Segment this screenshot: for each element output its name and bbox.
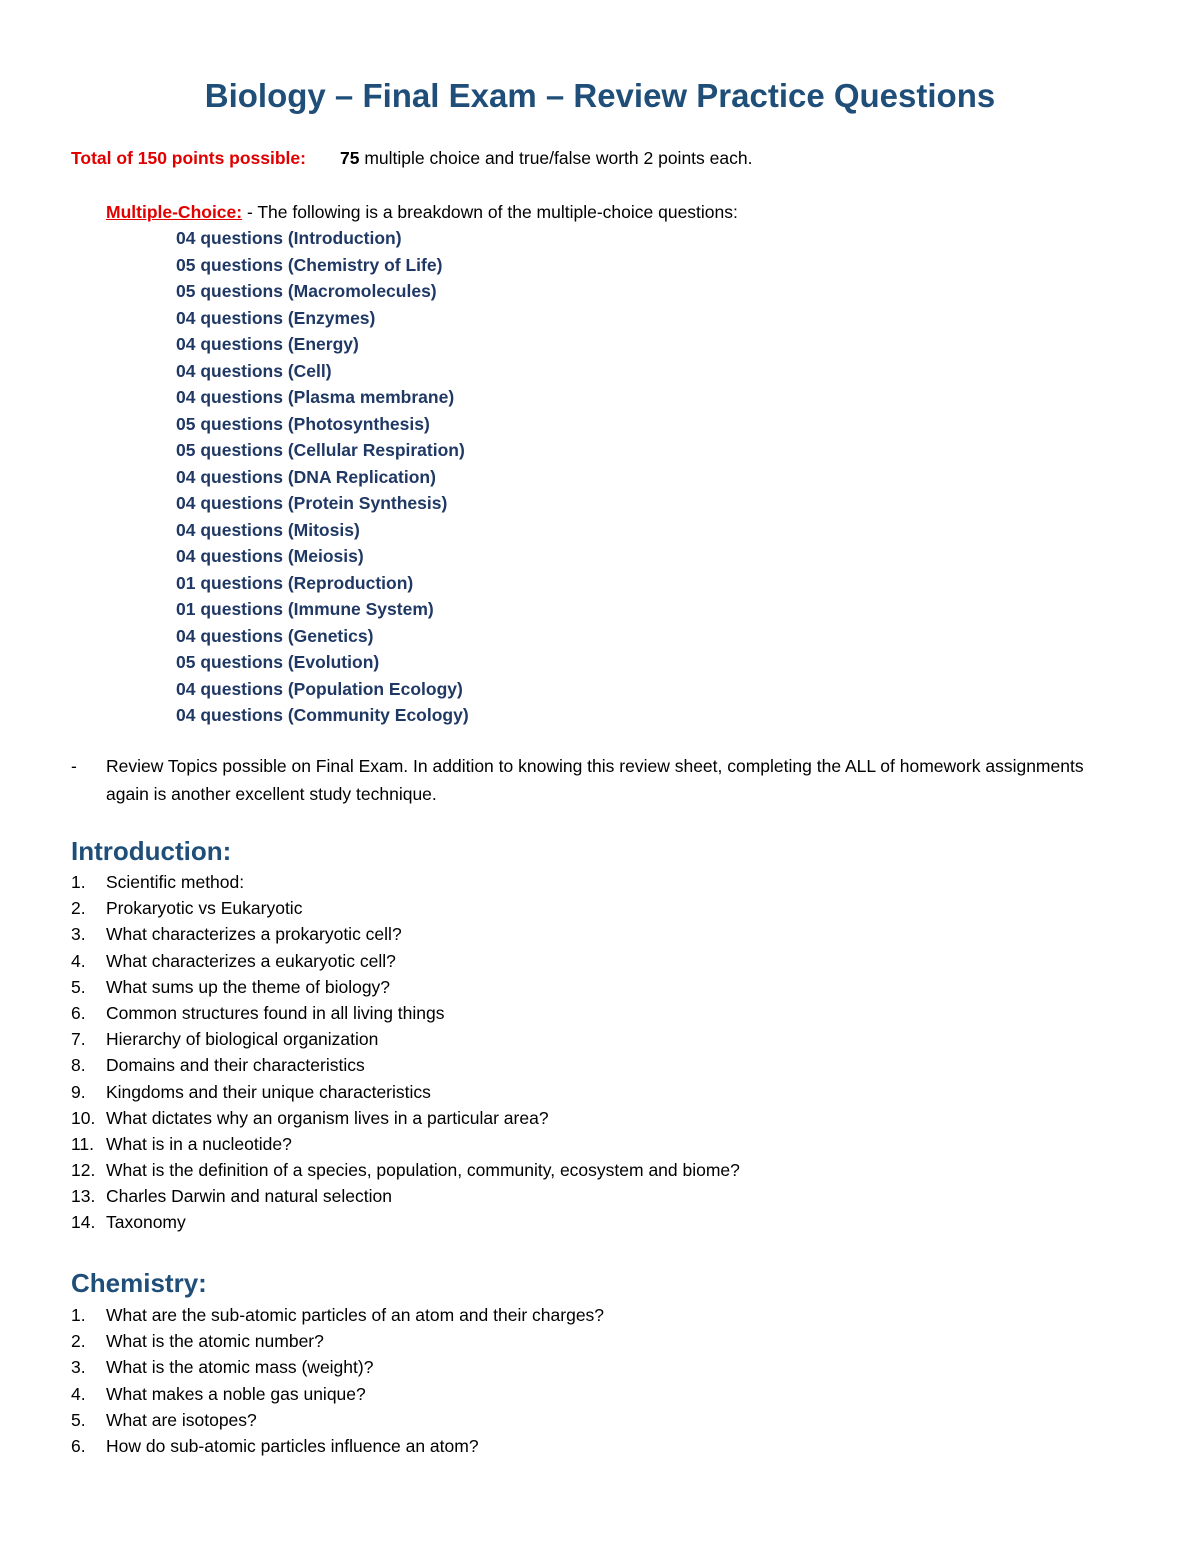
item-text: What characterizes a eukaryotic cell?: [106, 950, 396, 971]
item-number: 6.: [71, 1002, 86, 1023]
item-number: 9.: [71, 1081, 86, 1102]
breakdown-item: 05 questions (Macromolecules): [176, 281, 437, 301]
page-title: Biology – Final Exam – Review Practice Questions: [204, 77, 996, 114]
item-number: 1.: [71, 1305, 86, 1325]
item-text: What sums up the theme of biology?: [106, 976, 391, 997]
item-number: 6.: [71, 1435, 86, 1456]
breakdown-item: 05 questions (Evolution): [176, 652, 380, 672]
item-text: What is the atomic number?: [106, 1331, 324, 1352]
breakdown-item: 05 questions (Chemistry of Life): [176, 254, 443, 275]
item-text: Domains and their characteristics: [106, 1055, 365, 1076]
breakdown-item: 05 questions (Photosynthesis): [176, 413, 430, 434]
item-number: 4.: [71, 950, 86, 971]
breakdown-item: 04 questions (Protein Synthesis): [176, 493, 448, 513]
item-text: Scientific method:: [106, 872, 245, 892]
review-text: Review Topics possible on Final Exam. In addition to knowing this review sheet, completing the ALL of homework assignments again is another excellent study technique.: [106, 756, 1084, 804]
item-text: Common structures found in all living things: [106, 1002, 445, 1023]
total-points-label: Total of 150 points possible:: [71, 148, 306, 168]
breakdown-item: 04 questions (Mitosis): [176, 519, 360, 540]
breakdown-item: 04 questions (Plasma membrane): [176, 387, 455, 407]
item-number: 14.: [71, 1212, 96, 1233]
item-text: What are isotopes?: [106, 1409, 257, 1430]
breakdown-item: 04 questions (Enzymes): [176, 307, 376, 328]
item-number: 2.: [71, 1331, 86, 1352]
breakdown-item: 04 questions (Meiosis): [176, 546, 364, 566]
item-text: Kingdoms and their unique characteristics: [106, 1081, 431, 1102]
item-number: 1.: [71, 872, 86, 892]
item-text: What is in a nucleotide?: [106, 1133, 292, 1154]
breakdown-item: 04 questions (Genetics): [176, 625, 374, 646]
question-count: 75: [339, 148, 360, 168]
item-number: 7.: [71, 1029, 86, 1050]
multiple-choice-label: Multiple-Choice:: [106, 202, 243, 222]
item-number: 2.: [71, 898, 86, 919]
item-number: 5.: [71, 976, 86, 997]
item-number: 3.: [71, 924, 86, 945]
item-number: 8.: [71, 1055, 86, 1076]
breakdown-item: 04 questions (Energy): [176, 334, 359, 354]
breakdown-item: 01 questions (Reproduction): [176, 572, 414, 593]
breakdown-item: 04 questions (Community Ecology): [176, 705, 469, 725]
item-text: Hierarchy of biological organization: [106, 1029, 379, 1050]
chemistry-heading: Chemistry:: [71, 1268, 207, 1298]
breakdown-item: 05 questions (Cellular Respiration): [176, 440, 465, 460]
item-text: What dictates why an organism lives in a particular area?: [106, 1107, 549, 1128]
multiple-choice-heading: [106, 199, 738, 225]
item-number: 3.: [71, 1357, 86, 1378]
item-number: 13.: [71, 1186, 96, 1207]
question-breakdown-list: [176, 225, 469, 729]
item-number: 10.: [71, 1107, 96, 1128]
item-text: What characterizes a prokaryotic cell?: [106, 924, 402, 945]
breakdown-item: 04 questions (DNA Replication): [176, 466, 436, 487]
item-text: How do sub-atomic particles influence an atom?: [106, 1435, 479, 1456]
item-number: 11.: [71, 1133, 95, 1154]
review-note: [71, 752, 1131, 808]
breakdown-item: 01 questions (Immune System): [176, 599, 434, 619]
breakdown-item: 04 questions (Cell): [176, 360, 332, 381]
item-text: Taxonomy: [106, 1212, 186, 1233]
review-dash: -: [71, 756, 77, 776]
breakdown-item: 04 questions (Introduction): [176, 228, 402, 248]
item-text: What is the atomic mass (weight)?: [106, 1357, 374, 1378]
total-points-line: [71, 145, 752, 171]
item-number: 4.: [71, 1383, 86, 1404]
multiple-choice-description: - The following is a breakdown of the multiple-choice questions:: [242, 202, 738, 222]
breakdown-item: 04 questions (Population Ecology): [176, 678, 463, 699]
item-number: 12.: [71, 1160, 96, 1181]
item-text: What are the sub-atomic particles of an atom and their charges?: [106, 1305, 605, 1325]
introduction-heading: Introduction:: [71, 836, 232, 866]
item-number: 5.: [71, 1409, 86, 1430]
item-text: Prokaryotic vs Eukaryotic: [106, 898, 303, 919]
total-points-description: multiple choice and true/false worth 2 points each.: [364, 148, 753, 168]
item-text: Charles Darwin and natural selection: [106, 1186, 392, 1207]
item-text: What makes a noble gas unique?: [106, 1383, 366, 1404]
item-text: What is the definition of a species, population, community, ecosystem and biome?: [106, 1160, 740, 1181]
